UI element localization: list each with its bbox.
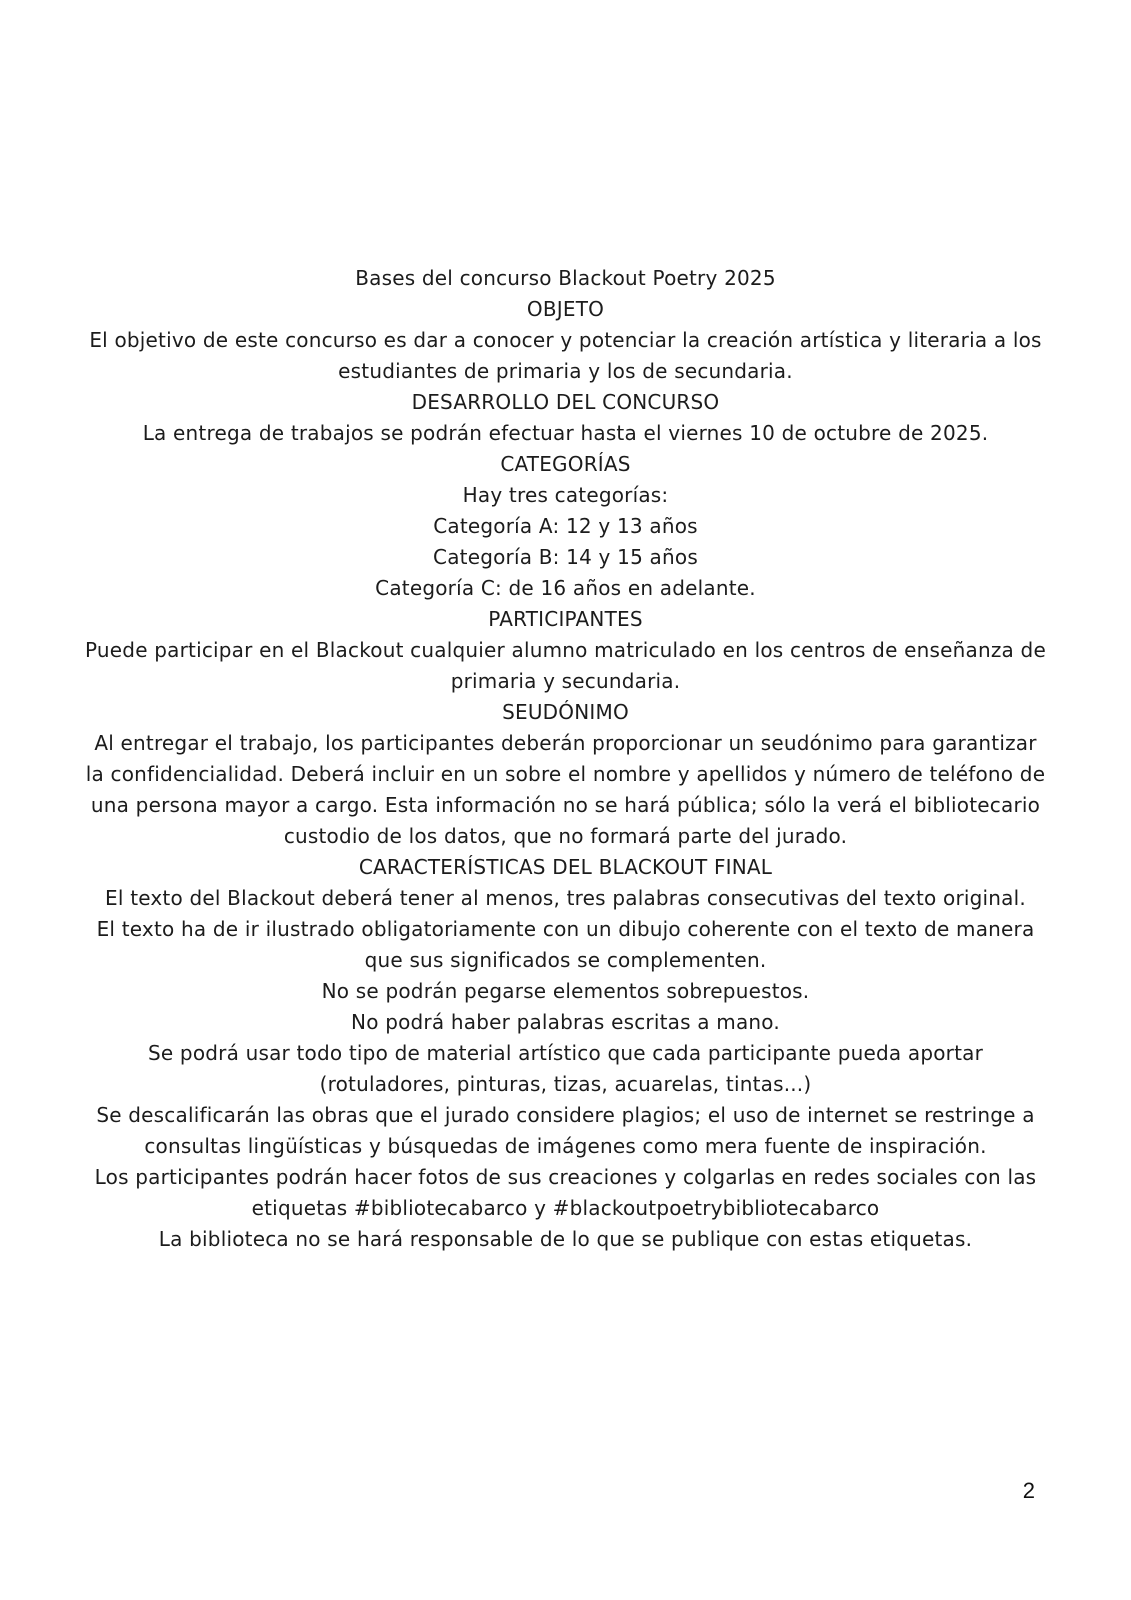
section-paragraph: Categoría A: 12 y 13 años xyxy=(433,514,698,538)
section-paragraph: La entrega de trabajos se podrán efectuar hasta el viernes 10 de octubre de 2025. xyxy=(142,421,989,445)
section-heading: SEUDÓNIMO xyxy=(502,700,629,724)
section-paragraph: Se podrá usar todo tipo de material artístico que cada participante pueda aportar (rotuladores, pinturas, tizas, acuarelas, tintas...) xyxy=(147,1041,990,1096)
section-paragraph: El texto del Blackout deberá tener al menos, tres palabras consecutivas del texto original. xyxy=(105,886,1026,910)
document-title: Bases del concurso Blackout Poetry 2025 xyxy=(355,266,776,290)
section-paragraph: Categoría B: 14 y 15 años xyxy=(433,545,698,569)
section-paragraph: No podrá haber palabras escritas a mano. xyxy=(351,1010,780,1034)
document-sections xyxy=(83,294,1053,1255)
section-heading: PARTICIPANTES xyxy=(488,607,643,631)
section-paragraph: El texto ha de ir ilustrado obligatoriamente con un dibujo coherente con el texto de manera que sus significados se complementen. xyxy=(96,917,1041,972)
section-paragraph: No se podrán pegarse elementos sobrepuestos. xyxy=(321,979,810,1003)
section-heading: OBJETO xyxy=(526,297,605,321)
section-paragraph: Se descalificarán las obras que el jurado considere plagios; el uso de internet se restringe a consultas lingüísticas y búsquedas de imágenes como mera fuente de inspiración. xyxy=(96,1103,1042,1158)
section-paragraph: Puede participar en el Blackout cualquier alumno matriculado en los centros de enseñanza de primaria y secundaria. xyxy=(85,638,1053,693)
section-heading: CATEGORÍAS xyxy=(500,452,631,476)
section-paragraph: El objetivo de este concurso es dar a conocer y potenciar la creación artística y literaria a los estudiantes de primaria y los de secundaria. xyxy=(89,328,1049,383)
section-heading: DESARROLLO DEL CONCURSO xyxy=(411,390,720,414)
document-body xyxy=(83,263,1053,1255)
section-paragraph: Los participantes podrán hacer fotos de sus creaciones y colgarlas en redes sociales con las etiquetas #bibliotecabarco y #blackoutpoetrybibliotecabarco xyxy=(94,1165,1043,1220)
section-paragraph: Hay tres categorías: xyxy=(462,483,669,507)
page-number: 2 xyxy=(1022,1478,1035,1503)
section-paragraph: Al entregar el trabajo, los participantes deberán proporcionar un seudónimo para garantizar la confidencialidad. Deberá incluir en un sobre el nombre y apellidos y número de teléfono de una persona mayor a cargo. Esta información no se hará pública; sólo la verá el bibliotecario custodio de los datos, que no formará parte del jurado. xyxy=(85,731,1052,848)
section-paragraph: La biblioteca no se hará responsable de lo que se publique con estas etiquetas. xyxy=(158,1227,973,1251)
section-paragraph: Categoría C: de 16 años en adelante. xyxy=(375,576,756,600)
section-heading: CARACTERÍSTICAS DEL BLACKOUT FINAL xyxy=(358,855,773,879)
